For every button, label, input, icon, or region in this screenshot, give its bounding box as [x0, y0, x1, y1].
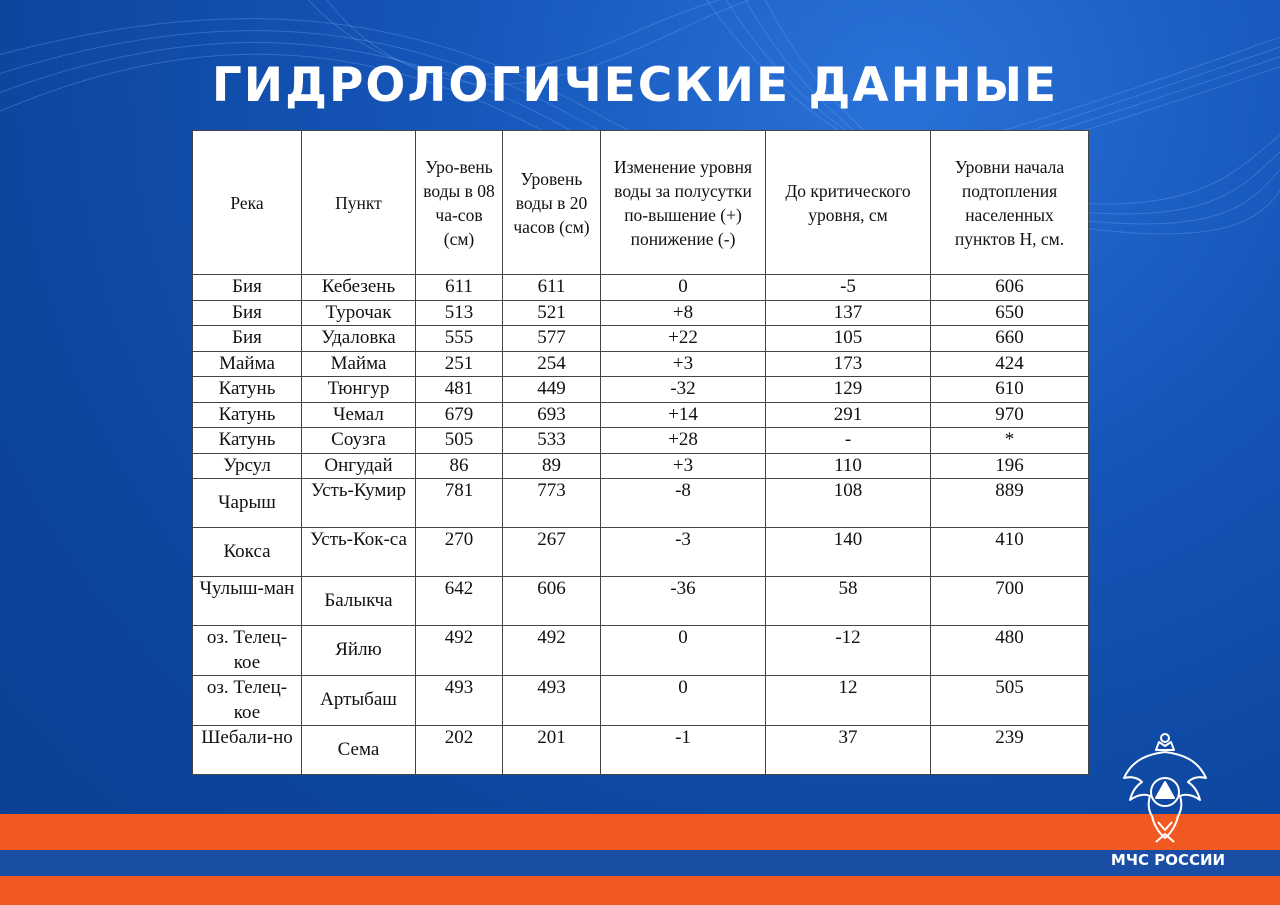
- cell-change: 0: [601, 275, 766, 301]
- cell-level-08: 555: [416, 326, 503, 352]
- cell-river: Бия: [193, 275, 302, 301]
- cell-change: +22: [601, 326, 766, 352]
- cell-level-20: 521: [503, 300, 601, 326]
- cell-river: Катунь: [193, 428, 302, 454]
- cell-level-08: 270: [416, 528, 503, 577]
- cell-flood-start: 239: [931, 726, 1089, 775]
- cell-level-08: 86: [416, 453, 503, 479]
- table-row: [193, 428, 1089, 454]
- cell-change: +28: [601, 428, 766, 454]
- cell-level-20: 773: [503, 479, 601, 528]
- cell-flood-start: 889: [931, 479, 1089, 528]
- cell-flood-start: 700: [931, 577, 1089, 626]
- cell-river: оз. Телец-кое: [193, 676, 302, 726]
- cell-level-08: 642: [416, 577, 503, 626]
- cell-flood-start: 424: [931, 351, 1089, 377]
- cell-to-critical: 105: [766, 326, 931, 352]
- table-row: [193, 626, 1089, 676]
- cell-level-08: 513: [416, 300, 503, 326]
- cell-level-08: 781: [416, 479, 503, 528]
- header-level-20: Уровень воды в 20 часов (см): [503, 131, 601, 275]
- cell-change: -3: [601, 528, 766, 577]
- header-point: Пункт: [302, 131, 416, 275]
- cell-river: Чулыш-ман: [193, 577, 302, 626]
- cell-change: 0: [601, 626, 766, 676]
- cell-level-20: 533: [503, 428, 601, 454]
- cell-point: Артыбаш: [302, 676, 416, 726]
- header-river: Река: [193, 131, 302, 275]
- hydrology-table: [192, 130, 1089, 775]
- cell-point: Турочак: [302, 300, 416, 326]
- cell-flood-start: 660: [931, 326, 1089, 352]
- cell-point: Сема: [302, 726, 416, 775]
- cell-to-critical: 173: [766, 351, 931, 377]
- cell-to-critical: -5: [766, 275, 931, 301]
- cell-point: Удаловка: [302, 326, 416, 352]
- cell-change: +8: [601, 300, 766, 326]
- cell-point: Соузга: [302, 428, 416, 454]
- cell-river: Чарыш: [193, 479, 302, 528]
- table-row: [193, 726, 1089, 775]
- page-title: ГИДРОЛОГИЧЕСКИЕ ДАННЫЕ: [211, 58, 1059, 113]
- cell-river: Урсул: [193, 453, 302, 479]
- header-change: Изменение уровня воды за полусутки по-вышение (+) понижение (-): [601, 131, 766, 275]
- cell-level-20: 611: [503, 275, 601, 301]
- cell-to-critical: -: [766, 428, 931, 454]
- cell-level-08: 251: [416, 351, 503, 377]
- table-row: [193, 528, 1089, 577]
- cell-change: +3: [601, 351, 766, 377]
- cell-level-08: 611: [416, 275, 503, 301]
- cell-flood-start: 650: [931, 300, 1089, 326]
- table-header-row: [193, 131, 1089, 275]
- cell-point: Усть-Кумир: [302, 479, 416, 528]
- table-row: [193, 577, 1089, 626]
- cell-change: 0: [601, 676, 766, 726]
- mchs-eagle-emblem-icon: [1118, 730, 1212, 850]
- cell-level-08: 679: [416, 402, 503, 428]
- table-row: [193, 479, 1089, 528]
- footer-stripe-orange-top: [0, 814, 1280, 850]
- cell-to-critical: -12: [766, 626, 931, 676]
- cell-flood-start: 480: [931, 626, 1089, 676]
- cell-river: Бия: [193, 300, 302, 326]
- cell-flood-start: *: [931, 428, 1089, 454]
- cell-river: оз. Телец-кое: [193, 626, 302, 676]
- table-row: [193, 377, 1089, 403]
- cell-flood-start: 610: [931, 377, 1089, 403]
- cell-level-20: 577: [503, 326, 601, 352]
- table-row: [193, 300, 1089, 326]
- cell-change: -8: [601, 479, 766, 528]
- cell-level-08: 492: [416, 626, 503, 676]
- table-row: [193, 676, 1089, 726]
- table-row: [193, 326, 1089, 352]
- cell-flood-start: 505: [931, 676, 1089, 726]
- cell-point: Усть-Кок-са: [302, 528, 416, 577]
- cell-flood-start: 970: [931, 402, 1089, 428]
- table-row: [193, 402, 1089, 428]
- cell-river: Катунь: [193, 402, 302, 428]
- cell-level-20: 693: [503, 402, 601, 428]
- cell-point: Балыкча: [302, 577, 416, 626]
- cell-point: Чемал: [302, 402, 416, 428]
- cell-level-20: 492: [503, 626, 601, 676]
- header-flood-start: Уровни начала подтопления населенных пунктов Н, см.: [931, 131, 1089, 275]
- cell-level-20: 267: [503, 528, 601, 577]
- cell-change: -32: [601, 377, 766, 403]
- cell-point: Тюнгур: [302, 377, 416, 403]
- table-row: [193, 351, 1089, 377]
- cell-flood-start: 606: [931, 275, 1089, 301]
- cell-point: Яйлю: [302, 626, 416, 676]
- cell-level-08: 202: [416, 726, 503, 775]
- cell-level-08: 493: [416, 676, 503, 726]
- header-to-critical: До критического уровня, см: [766, 131, 931, 275]
- footer-stripe-blue: [0, 850, 1280, 876]
- cell-river: Бия: [193, 326, 302, 352]
- cell-to-critical: 129: [766, 377, 931, 403]
- cell-to-critical: 291: [766, 402, 931, 428]
- cell-level-08: 505: [416, 428, 503, 454]
- cell-change: -36: [601, 577, 766, 626]
- cell-change: -1: [601, 726, 766, 775]
- table-row: [193, 453, 1089, 479]
- cell-change: +3: [601, 453, 766, 479]
- cell-to-critical: 58: [766, 577, 931, 626]
- cell-to-critical: 108: [766, 479, 931, 528]
- cell-to-critical: 12: [766, 676, 931, 726]
- cell-to-critical: 110: [766, 453, 931, 479]
- cell-level-20: 493: [503, 676, 601, 726]
- cell-level-08: 481: [416, 377, 503, 403]
- footer-stripe-orange-bottom: [0, 876, 1280, 905]
- cell-flood-start: 410: [931, 528, 1089, 577]
- cell-river: Катунь: [193, 377, 302, 403]
- cell-point: Кебезень: [302, 275, 416, 301]
- cell-to-critical: 140: [766, 528, 931, 577]
- cell-river: Шебали-но: [193, 726, 302, 775]
- cell-to-critical: 137: [766, 300, 931, 326]
- cell-change: +14: [601, 402, 766, 428]
- cell-river: Майма: [193, 351, 302, 377]
- cell-level-20: 606: [503, 577, 601, 626]
- mchs-logo-text: МЧС РОССИИ: [1110, 851, 1226, 869]
- cell-level-20: 254: [503, 351, 601, 377]
- cell-point: Онгудай: [302, 453, 416, 479]
- cell-point: Майма: [302, 351, 416, 377]
- header-level-08: Уро-вень воды в 08 ча-сов (см): [416, 131, 503, 275]
- cell-river: Кокса: [193, 528, 302, 577]
- cell-level-20: 89: [503, 453, 601, 479]
- table-row: [193, 275, 1089, 301]
- cell-level-20: 201: [503, 726, 601, 775]
- cell-to-critical: 37: [766, 726, 931, 775]
- cell-level-20: 449: [503, 377, 601, 403]
- cell-flood-start: 196: [931, 453, 1089, 479]
